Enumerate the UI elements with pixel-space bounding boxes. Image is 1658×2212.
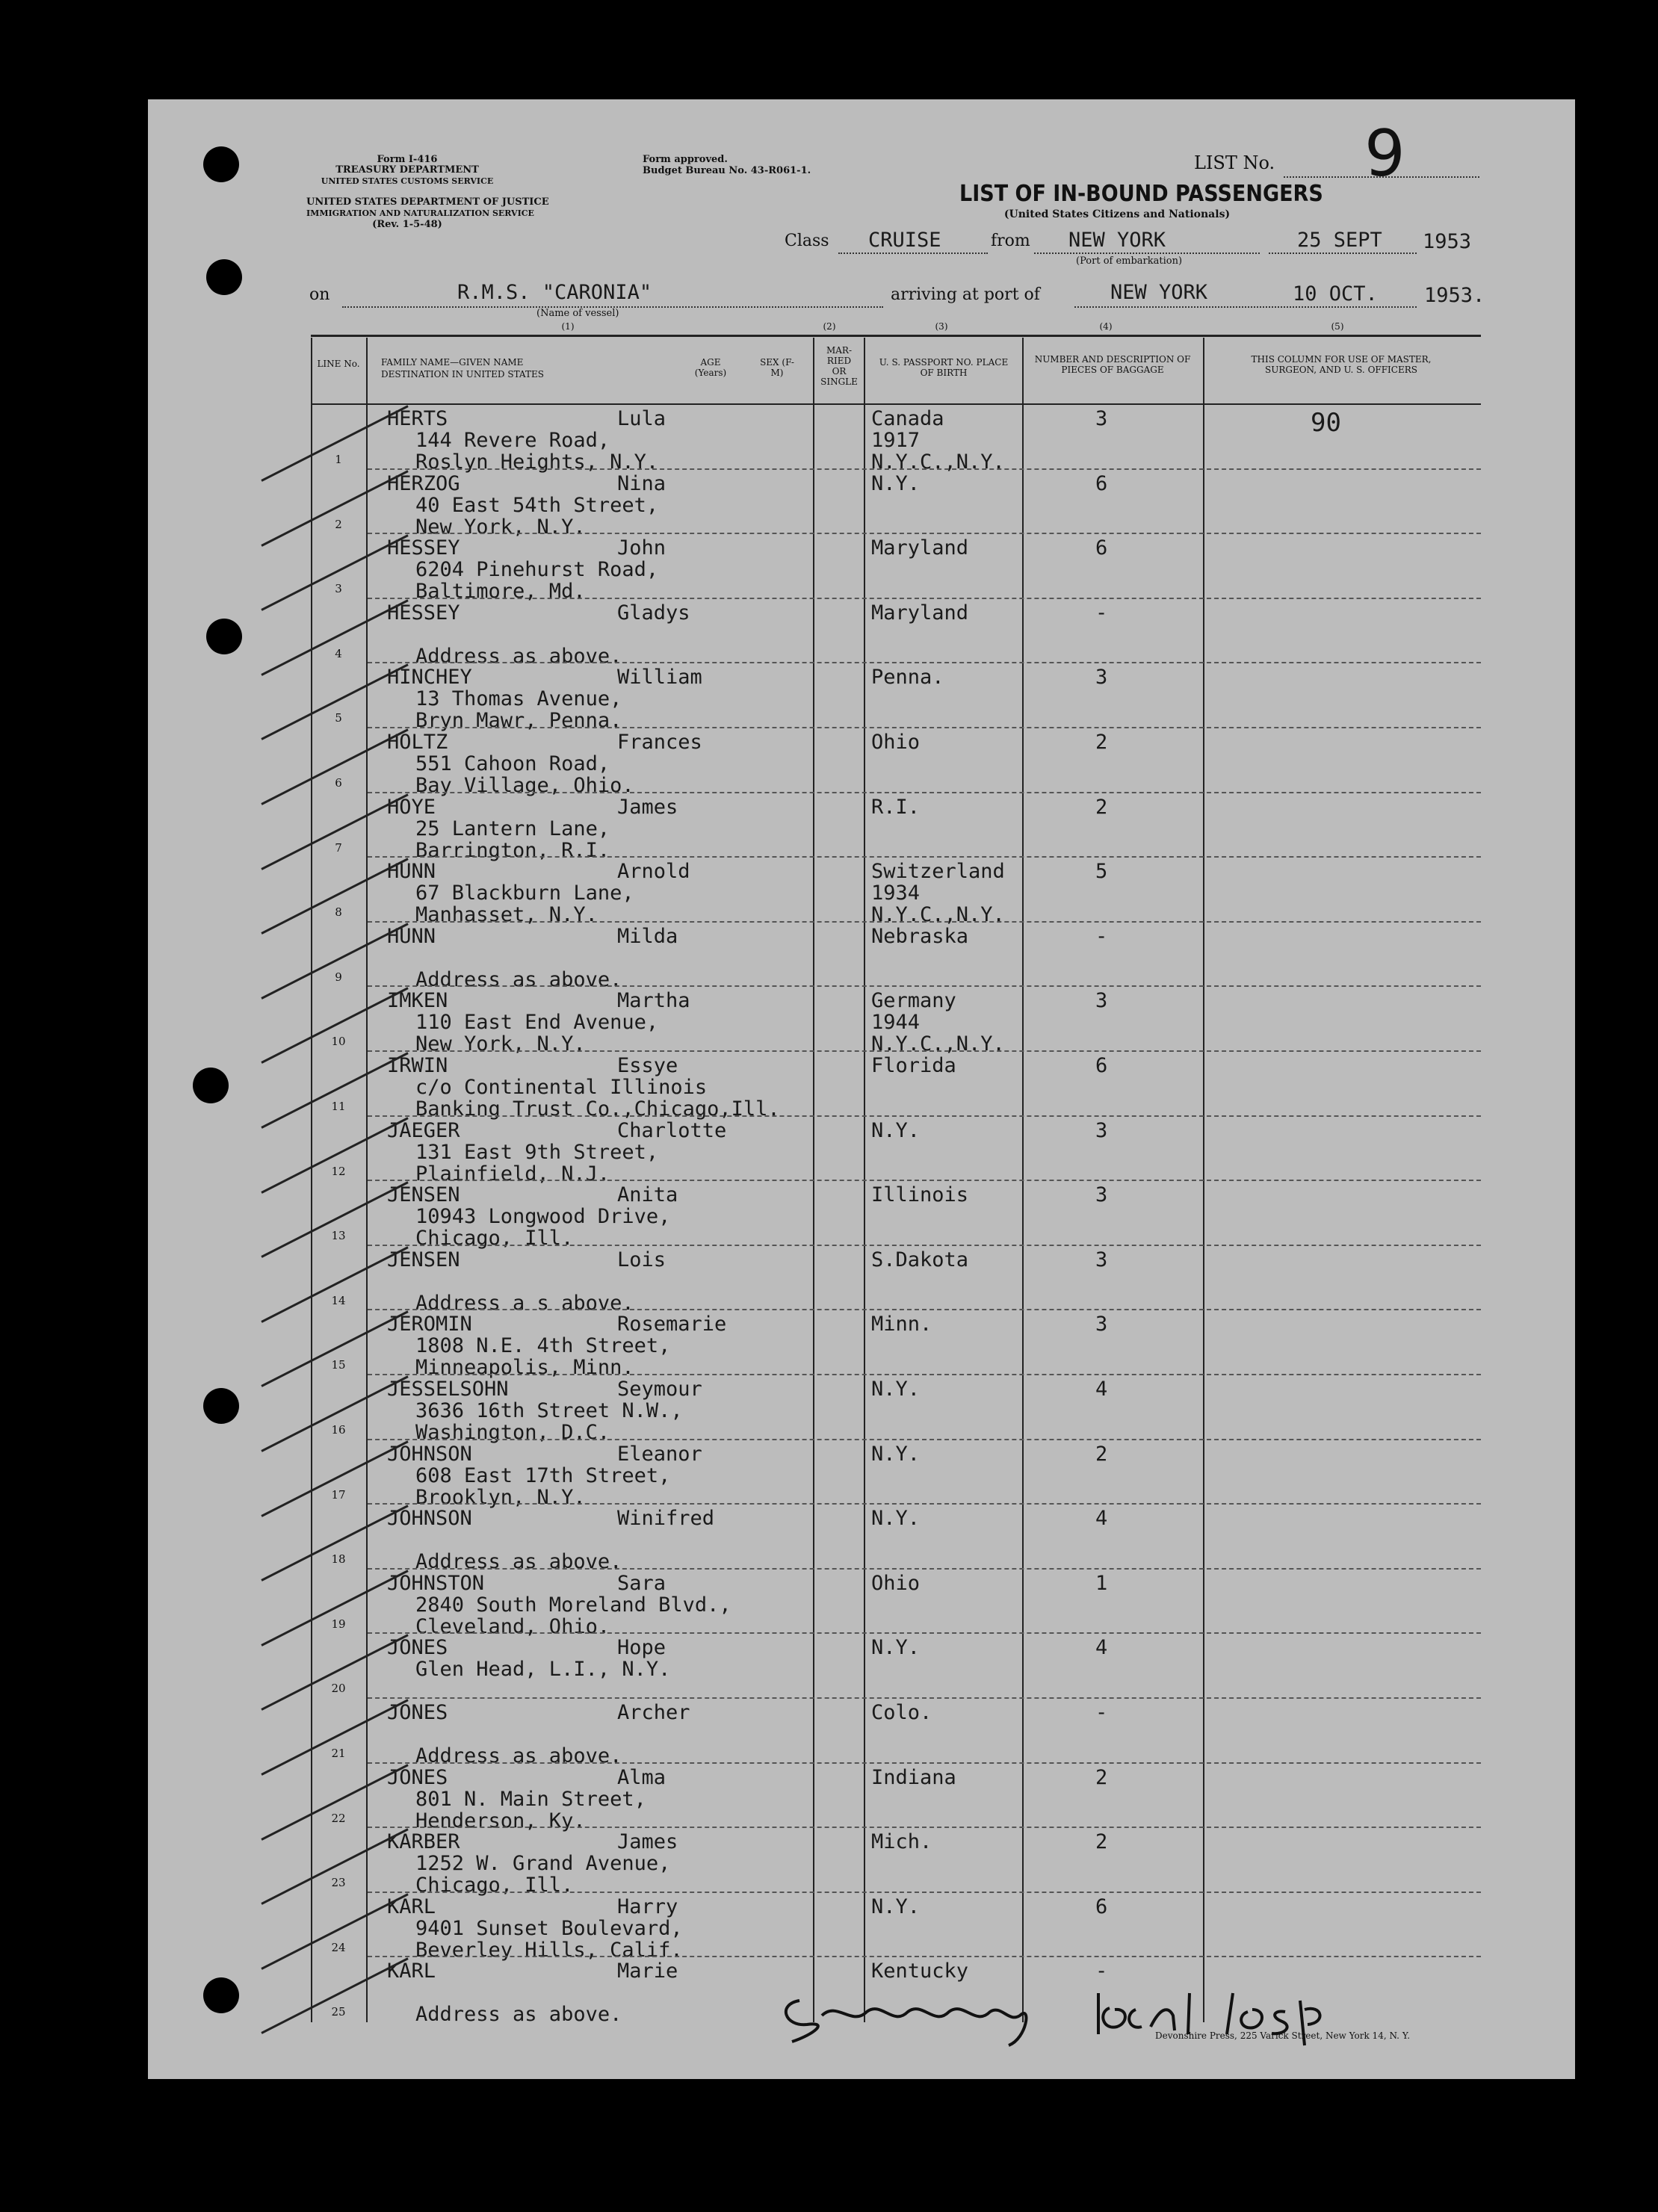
line-number: 5: [335, 711, 342, 725]
line-number: 17: [331, 1487, 346, 1502]
destination-line: 13 Thomas Avenue,: [415, 687, 622, 711]
baggage-count: 3: [1095, 1118, 1108, 1142]
destination-line: Banking Trust Co.,Chicago,Ill.: [415, 1097, 780, 1121]
officer-note: 90: [1311, 408, 1341, 438]
destination-line: Brooklyn, N.Y.: [415, 1485, 586, 1509]
given-name: Harry: [617, 1895, 678, 1918]
line-number: 2: [335, 517, 342, 531]
row-divider: [368, 727, 1481, 728]
row-divider: [368, 1568, 1481, 1570]
family-name: JEROMIN: [387, 1313, 472, 1336]
given-name: William: [617, 666, 702, 690]
port-embark-caption: (Port of embarkation): [1076, 255, 1183, 267]
place-of-birth: Germany: [871, 989, 956, 1013]
baggage-count: 5: [1095, 860, 1108, 884]
baggage-count: 3: [1095, 666, 1108, 690]
place-of-birth: Colo.: [871, 1701, 932, 1724]
row-divider: [368, 1827, 1481, 1828]
baggage-count: 4: [1095, 1378, 1108, 1401]
col-num-1: (1): [561, 321, 575, 332]
family-name: JESSELSOHN: [387, 1378, 509, 1401]
place-of-birth: Maryland: [871, 536, 969, 560]
row-divider: [368, 1180, 1481, 1181]
punch-hole: [203, 1388, 239, 1424]
name-header: FAMILY NAME—GIVEN NAME: [381, 357, 524, 368]
place-of-birth: Ohio: [871, 731, 921, 754]
line-number: 14: [331, 1293, 346, 1307]
arrival-date: 10 OCT.: [1293, 282, 1378, 306]
place-of-birth: N.Y.: [871, 1442, 921, 1466]
form-approved: Form approved.: [643, 154, 728, 165]
passport-header: U. S. PASSPORT NO. PLACE OF BIRTH: [879, 357, 1009, 378]
baggage-count: 4: [1095, 1507, 1108, 1531]
given-name: Arnold: [617, 860, 690, 884]
given-name: Eleanor: [617, 1442, 702, 1466]
given-name: Winifred: [617, 1507, 715, 1531]
baggage-count: -: [1095, 924, 1108, 948]
row-divider: [368, 1245, 1481, 1246]
revision: (Rev. 1-5-48): [372, 219, 442, 230]
line-number: 22: [331, 1811, 346, 1825]
line-number: 13: [331, 1229, 346, 1243]
arriving-label: arriving at port of: [891, 285, 1040, 304]
port-of-embarkation: NEW YORK: [1068, 229, 1166, 252]
destination-line: 131 East 9th Street,: [415, 1140, 659, 1164]
col-num-3: (3): [935, 321, 948, 332]
vessel-caption: (Name of vessel): [536, 308, 619, 319]
place-of-birth: N.Y.C.,N.Y.: [871, 450, 1005, 474]
row-divider: [368, 1503, 1481, 1505]
row-divider: [368, 1892, 1481, 1893]
place-of-birth: N.Y.C.,N.Y.: [871, 903, 1005, 927]
destination-line: 801 N. Main Street,: [415, 1787, 646, 1811]
line-no-header: LINE No.: [317, 359, 360, 369]
destination-line: Manhasset, N.Y.: [415, 903, 598, 927]
place-of-birth: Indiana: [871, 1765, 956, 1789]
col-num-4: (4): [1099, 321, 1113, 332]
place-of-birth: Mich.: [871, 1830, 932, 1854]
list-no-label: LIST No.: [1194, 152, 1275, 173]
family-name: JAEGER: [387, 1118, 460, 1142]
line-number: 9: [335, 970, 342, 984]
given-name: James: [617, 795, 678, 819]
place-of-birth: N.Y.: [871, 1636, 921, 1660]
destination-line: 608 East 17th Street,: [415, 1463, 671, 1487]
given-name: Sara: [617, 1571, 666, 1595]
family-name: HESSEY: [387, 601, 460, 625]
line-number: 19: [331, 1617, 346, 1631]
place-of-birth: Minn.: [871, 1313, 932, 1336]
family-name: JENSEN: [387, 1183, 460, 1207]
ins-service: IMMIGRATION AND NATURALIZATION SERVICE: [306, 208, 534, 218]
destination-line: Roslyn Heights, N.Y.: [415, 450, 659, 474]
form-subtitle: (United States Citizens and Nationals): [1003, 208, 1231, 220]
destination-line: Plainfield, N.J.: [415, 1162, 610, 1186]
table-top-border: [311, 335, 1481, 337]
baggage-count: 6: [1095, 471, 1108, 495]
place-of-birth: Canada: [871, 407, 944, 430]
row-divider: [368, 1115, 1481, 1117]
given-name: Martha: [617, 989, 690, 1013]
given-name: Seymour: [617, 1378, 702, 1401]
place-of-birth: Illinois: [871, 1183, 969, 1207]
given-name: Essye: [617, 1054, 678, 1077]
baggage-count: 2: [1095, 1830, 1108, 1854]
family-name: IRWIN: [387, 1054, 448, 1077]
destination-line: Glen Head, L.I., N.Y.: [415, 1658, 671, 1682]
destination-line: 110 East End Avenue,: [415, 1011, 659, 1035]
destination-line: Beverley Hills, Calif.: [415, 1938, 683, 1962]
baggage-count: 6: [1095, 536, 1108, 560]
printer-footer: Devonshire Press, 225 Varick Street, New York 14, N. Y.: [1155, 2030, 1411, 2041]
line-number: 15: [331, 1358, 346, 1372]
place-of-birth: Switzerland: [871, 860, 1005, 884]
treasury-department: TREASURY DEPARTMENT: [335, 164, 479, 176]
destination-line: Chicago, Ill.: [415, 1227, 574, 1251]
row-divider: [368, 1309, 1481, 1310]
given-name: Gladys: [617, 601, 690, 625]
given-name: Lula: [617, 407, 666, 430]
place-of-birth: 1934: [871, 882, 921, 905]
family-name: IMKEN: [387, 989, 448, 1013]
given-name: Marie: [617, 1959, 678, 1983]
baggage-count: 3: [1095, 1183, 1108, 1207]
line-number: 20: [331, 1682, 346, 1696]
destination-line: 40 East 54th Street,: [415, 493, 659, 517]
punch-hole: [206, 259, 242, 295]
family-name: KARL: [387, 1895, 436, 1918]
line-number: 16: [331, 1423, 346, 1437]
married-header: MAR-RIED OR SINGLE: [820, 345, 858, 387]
punch-hole: [193, 1068, 229, 1103]
family-name: JOHNSTON: [387, 1571, 485, 1595]
destination-line: New York, N.Y.: [415, 515, 586, 539]
line-number: 8: [335, 905, 342, 920]
line-number: 12: [331, 1164, 346, 1178]
place-of-birth: N.Y.: [871, 1378, 921, 1401]
place-of-birth: Penna.: [871, 666, 944, 690]
baggage-count: 6: [1095, 1895, 1108, 1918]
line-number: 6: [335, 776, 342, 790]
family-name: JENSEN: [387, 1248, 460, 1271]
baggage-count: -: [1095, 1701, 1108, 1724]
class-value: CRUISE: [868, 229, 941, 252]
family-name: HOLTZ: [387, 731, 448, 754]
arrival-port: NEW YORK: [1110, 281, 1208, 304]
header-divider: [311, 403, 1481, 405]
family-name: KARBER: [387, 1830, 460, 1854]
list-number: 9: [1364, 117, 1405, 191]
row-divider: [368, 1439, 1481, 1440]
budget-bureau: Budget Bureau No. 43-R061-1.: [643, 165, 811, 176]
place-of-birth: Florida: [871, 1054, 956, 1077]
arrival-year: 1953.: [1424, 284, 1485, 307]
family-name: JONES: [387, 1701, 448, 1724]
baggage-count: 1: [1095, 1571, 1108, 1595]
form-title: LIST OF IN-BOUND PASSENGERS: [959, 181, 1323, 207]
line-number: 7: [335, 840, 342, 855]
destination-line: Bryn Mawr, Penna.: [415, 709, 622, 733]
row-divider: [368, 1374, 1481, 1375]
line-number: 10: [331, 1035, 346, 1049]
baggage-count: 3: [1095, 407, 1108, 430]
family-name: JONES: [387, 1636, 448, 1660]
family-name: HERTS: [387, 407, 448, 430]
line-number: 11: [331, 1100, 346, 1113]
destination-line: Address as above.: [415, 967, 622, 991]
punch-hole: [206, 619, 242, 654]
destination-line: Address a s above.: [415, 1291, 634, 1315]
row-divider: [368, 985, 1481, 987]
destination-line: 3636 16th Street N.W.,: [415, 1399, 683, 1422]
destination-line: 144 Revere Road,: [415, 429, 610, 452]
family-name: HINCHEY: [387, 666, 472, 690]
destination-line: Washington, D.C.: [415, 1421, 610, 1444]
given-name: Archer: [617, 1701, 690, 1724]
manifest-page: [148, 99, 1575, 2079]
row-divider: [368, 1050, 1481, 1052]
punch-hole: [203, 146, 239, 182]
customs-service: UNITED STATES CUSTOMS SERVICE: [321, 176, 494, 186]
destination-line: 10943 Longwood Drive,: [415, 1205, 671, 1229]
row-divider: [368, 662, 1481, 663]
baggage-header: NUMBER AND DESCRIPTION OF PIECES OF BAGGAGE: [1034, 354, 1191, 375]
place-of-birth: N.Y.: [871, 471, 921, 495]
row-divider: [368, 1956, 1481, 1957]
destination-line: 2840 South Moreland Blvd.,: [415, 1593, 731, 1617]
place-of-birth: 1917: [871, 429, 921, 452]
destination-line: 551 Cahoon Road,: [415, 752, 610, 775]
justice-department: UNITED STATES DEPARTMENT OF JUSTICE: [306, 196, 549, 208]
given-name: Alma: [617, 1765, 666, 1789]
on-label: on: [309, 285, 330, 304]
baggage-count: 6: [1095, 1054, 1108, 1077]
destination-line: Barrington, R.I.: [415, 838, 610, 862]
row-divider: [368, 468, 1481, 470]
given-name: James: [617, 1830, 678, 1854]
row-divider: [368, 1762, 1481, 1764]
place-of-birth: N.Y.: [871, 1118, 921, 1142]
baggage-count: 2: [1095, 1442, 1108, 1466]
given-name: Charlotte: [617, 1118, 727, 1142]
form-number: Form I-416: [377, 154, 438, 165]
departure-year: 1953: [1423, 230, 1472, 253]
destination-line: Bay Village, Ohio.: [415, 774, 634, 797]
line-number: 23: [331, 1876, 346, 1890]
row-divider: [368, 856, 1481, 858]
place-of-birth: R.I.: [871, 795, 921, 819]
baggage-count: 3: [1095, 1313, 1108, 1336]
destination-line: 6204 Pinehurst Road,: [415, 558, 659, 582]
punch-hole: [203, 1977, 239, 2013]
given-name: John: [617, 536, 666, 560]
class-label: Class: [785, 232, 829, 250]
destination-line: 1808 N.E. 4th Street,: [415, 1334, 671, 1358]
destination-line: Baltimore, Md.: [415, 580, 586, 604]
officers-header: THIS COLUMN FOR USE OF MASTER, SURGEON, AND U. S. OFFICERS: [1251, 354, 1432, 375]
destination-line: Cleveland, Ohio.: [415, 1614, 610, 1638]
destination-line: c/o Continental Illinois: [415, 1076, 708, 1099]
family-name: HUNN: [387, 924, 436, 948]
family-name: HUNN: [387, 860, 436, 884]
sex-header: SEX (F-M): [760, 357, 794, 378]
from-label: from: [991, 232, 1030, 250]
family-name: HESSEY: [387, 536, 460, 560]
row-divider: [368, 533, 1481, 534]
place-of-birth: N.Y.: [871, 1507, 921, 1531]
col-num-2: (2): [823, 321, 836, 332]
line-number: 18: [331, 1552, 346, 1567]
baggage-count: 4: [1095, 1636, 1108, 1660]
line-number: 25: [331, 2005, 346, 2019]
destination-header: DESTINATION IN UNITED STATES: [381, 369, 544, 379]
place-of-birth: Nebraska: [871, 924, 969, 948]
baggage-count: 2: [1095, 731, 1108, 754]
col-num-5: (5): [1331, 321, 1344, 332]
given-name: Frances: [617, 731, 702, 754]
place-of-birth: 1944: [871, 1011, 921, 1035]
line-number: 1: [335, 453, 342, 466]
place-of-birth: Maryland: [871, 601, 969, 625]
line-number: 3: [335, 582, 342, 596]
line-number: 21: [331, 1747, 346, 1760]
row-divider: [368, 598, 1481, 599]
place-of-birth: Ohio: [871, 1571, 921, 1595]
baggage-count: 3: [1095, 1248, 1108, 1271]
row-divider: [368, 921, 1481, 923]
baggage-count: -: [1095, 601, 1108, 625]
given-name: Lois: [617, 1248, 666, 1271]
baggage-count: 2: [1095, 1765, 1108, 1789]
destination-line: New York, N.Y.: [415, 1032, 586, 1056]
given-name: Nina: [617, 471, 666, 495]
destination-line: Henderson, Ky.: [415, 1809, 586, 1833]
family-name: KARL: [387, 1959, 436, 1983]
line-number: 24: [331, 1940, 346, 1954]
place-of-birth: N.Y.: [871, 1895, 921, 1918]
destination-line: Chicago, Ill.: [415, 1874, 574, 1897]
given-name: Rosemarie: [617, 1313, 727, 1336]
given-name: Hope: [617, 1636, 666, 1660]
row-divider: [368, 1632, 1481, 1634]
place-of-birth: N.Y.C.,N.Y.: [871, 1032, 1005, 1056]
given-name: Milda: [617, 924, 678, 948]
destination-line: Minneapolis, Minn.: [415, 1356, 634, 1380]
row-divider: [368, 1697, 1481, 1699]
row-divider: [368, 792, 1481, 793]
vessel-name: R.M.S. "CARONIA": [457, 281, 652, 304]
baggage-count: -: [1095, 1959, 1108, 1983]
destination-line: Address as above.: [415, 1744, 622, 1768]
destination-line: Address as above.: [415, 644, 622, 668]
family-name: HOYE: [387, 795, 436, 819]
family-name: JOHNSON: [387, 1507, 472, 1531]
destination-line: 67 Blackburn Lane,: [415, 882, 634, 905]
destination-line: 1252 W. Grand Avenue,: [415, 1852, 671, 1876]
baggage-count: 2: [1095, 795, 1108, 819]
departure-date: 25 SEPT: [1297, 229, 1382, 252]
destination-line: 25 Lantern Lane,: [415, 817, 610, 840]
given-name: Anita: [617, 1183, 678, 1207]
age-header: AGE (Years): [694, 357, 727, 378]
destination-line: Address as above.: [415, 1550, 622, 1574]
family-name: JOHNSON: [387, 1442, 472, 1466]
place-of-birth: S.Dakota: [871, 1248, 969, 1271]
destination-line: 9401 Sunset Boulevard,: [415, 1916, 683, 1940]
place-of-birth: Kentucky: [871, 1959, 969, 1983]
baggage-count: 3: [1095, 989, 1108, 1013]
family-name: HERZOG: [387, 471, 460, 495]
line-number: 4: [335, 646, 342, 660]
family-name: JONES: [387, 1765, 448, 1789]
destination-line: Address as above.: [415, 2003, 622, 2027]
